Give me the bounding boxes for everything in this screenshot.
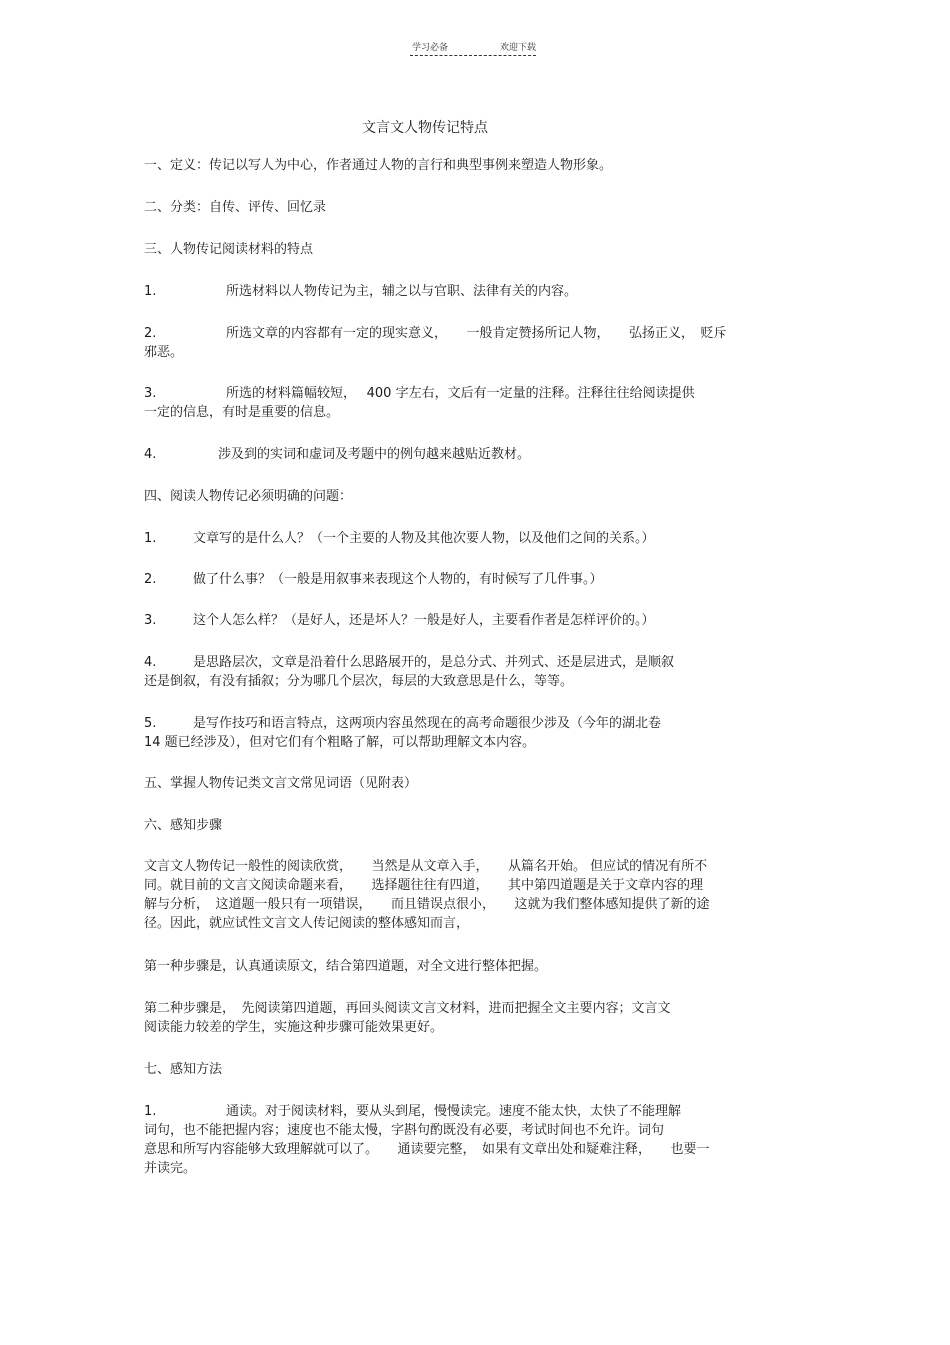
section-6-step-1: 第一种步骤是，认真通读原文，结合第四道题，对全文进行整体把握。	[144, 959, 548, 974]
item-number: 4.	[144, 447, 157, 462]
section-7-item-1	[144, 1103, 681, 1121]
item-number: 4.	[144, 655, 157, 670]
item-text: 涉及到的实词和虚词及考题中的例句越来越贴近教材。	[218, 447, 531, 462]
header-right-text: 欢迎下载	[499, 43, 536, 53]
section-2-classification: 二、分类：自传、评传、回忆录	[144, 200, 327, 215]
section-5-heading: 五、掌握人物传记类文言文常见词语（见附表）	[144, 776, 418, 791]
section-4-item-5	[144, 715, 661, 733]
section-3-item-1	[144, 283, 577, 301]
item-text: 是写作技巧和语言特点，这两项内容虽然现在的高考命题很少涉及（今年的湖北卷	[193, 716, 662, 731]
section-6-paragraph-line: 同。就目前的文言文阅读命题来看， 选择题往往有四道， 其中第四道题是关于文章内容的理	[144, 878, 704, 893]
section-4-item-2	[144, 571, 603, 589]
item-text: 文章写的是什么人？（一个主要的人物及其他次要人物，以及他们之间的关系。）	[193, 531, 655, 546]
section-7-item-1-cont: 词句，也不能把握内容；速度也不能太慢，字斟句酌既没有必要，考试时间也不允许。词句	[144, 1123, 665, 1138]
section-7-heading: 七、感知方法	[144, 1062, 223, 1077]
header-left-text: 学习必备	[412, 43, 449, 53]
section-3-heading: 三、人物传记阅读材料的特点	[144, 242, 314, 257]
section-1-definition: 一、定义：传记以写人为中心，作者通过人物的言行和典型事例来塑造人物形象。	[144, 158, 613, 173]
item-text: 做了什么事？（一般是用叙事来表现这个人物的，有时候写了几件事。）	[193, 572, 603, 587]
section-6-paragraph-line: 解与分析， 这道题一般只有一项错误， 而且错误点很小， 这就为我们整体感知提供了新的途	[144, 897, 710, 912]
item-number: 2.	[144, 572, 157, 587]
section-7-item-1-cont: 并读完。	[144, 1161, 197, 1176]
section-3-item-2-cont: 邪恶。	[144, 345, 184, 360]
item-number: 2.	[144, 326, 157, 341]
section-6-heading: 六、感知步骤	[144, 818, 223, 833]
section-4-item-5-cont: 14 题已经涉及），但对它们有个粗略了解，可以帮助理解文本内容。	[144, 735, 536, 750]
section-4-item-4-cont: 还是倒叙，有没有插叙；分为哪几个层次，每层的大致意思是什么，等等。	[144, 674, 574, 689]
item-number: 1.	[144, 531, 157, 546]
section-6-paragraph-line: 文言文人物传记一般性的阅读欣赏， 当然是从文章入手， 从篇名开始。 但应试的情况有所不	[144, 859, 708, 874]
header-divider	[410, 55, 536, 56]
section-6-paragraph-line: 径。因此，就应试性文言文人传记阅读的整体感知而言，	[144, 916, 470, 931]
item-text: 所选材料以人物传记为主，辅之以与官职、法律有关的内容。	[226, 284, 578, 299]
item-text: 所选文章的内容都有一定的现实意义， 一般肯定赞扬所记人物， 弘扬正义， 贬斥	[226, 326, 727, 341]
item-text: 通读。对于阅读材料，要从头到尾，慢慢读完。速度不能太快，太快了不能理解	[226, 1104, 682, 1119]
item-number: 1.	[144, 1104, 157, 1119]
item-number: 5.	[144, 716, 157, 731]
section-3-item-4	[144, 446, 530, 464]
section-4-item-1	[144, 530, 655, 548]
item-text: 是思路层次，文章是沿着什么思路展开的，是总分式、并列式、还是层进式，是顺叙	[193, 655, 675, 670]
item-number: 3.	[144, 386, 157, 401]
section-6-step-2-line: 第二种步骤是， 先阅读第四道题，再回头阅读文言文材料，进而把握全文主要内容；文言文	[144, 1001, 671, 1016]
section-3-item-3-cont: 一定的信息，有时是重要的信息。	[144, 405, 340, 420]
item-text: 所选的材料篇幅较短， 400 字左右，文后有一定量的注释。注释往往给阅读提供	[226, 386, 695, 401]
document-title: 文言文人物传记特点	[362, 120, 488, 136]
section-3-item-2	[144, 325, 727, 343]
section-4-item-4	[144, 654, 674, 672]
section-7-item-1-cont: 意思和所写内容能够大致理解就可以了。 通读要完整， 如果有文章出处和疑难注释， 也要一	[144, 1142, 710, 1157]
item-text: 这个人怎么样？（是好人，还是坏人？一般是好人，主要看作者是怎样评价的。）	[193, 613, 655, 628]
section-4-item-3	[144, 612, 655, 630]
item-number: 1.	[144, 284, 157, 299]
section-3-item-3	[144, 385, 695, 403]
section-4-heading: 四、阅读人物传记必须明确的问题：	[144, 489, 353, 504]
section-6-step-2-line: 阅读能力较差的学生，实施这种步骤可能效果更好。	[144, 1020, 444, 1035]
item-number: 3.	[144, 613, 157, 628]
